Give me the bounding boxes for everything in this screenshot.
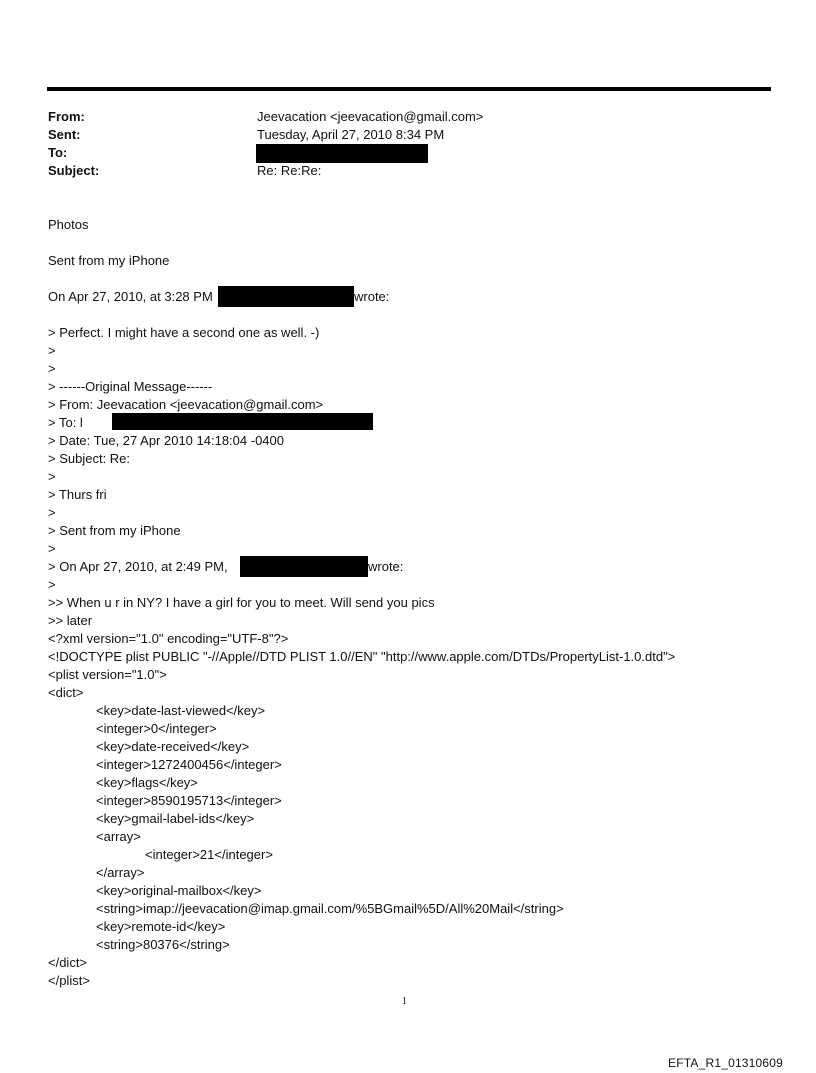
quote-line: > Date: Tue, 27 Apr 2010 14:18:04 -0400 [48,433,284,448]
page-number: 1 [402,996,407,1007]
quote-line: > [48,541,56,556]
xml-line: <key>date-last-viewed</key> [96,703,266,718]
xml-line: <?xml version="1.0" encoding="UTF-8"?> [48,631,289,646]
quote-line: > To: l [48,415,83,430]
from-label: From: [48,109,85,124]
sent-label: Sent: [48,127,81,142]
quote-to-redaction [112,413,373,430]
xml-line: <key>original-mailbox</key> [96,883,262,898]
xml-line: <integer>8590195713</integer> [96,793,282,808]
to-label: To: [48,145,68,160]
reply-sender-redaction [218,286,354,307]
sent-value: Tuesday, April 27, 2010 8:34 PM [257,127,445,142]
xml-line: <string>80376</string> [96,937,230,952]
quote-line: > On Apr 27, 2010, at 2:49 PM, [48,559,228,574]
quote-line: > Thurs fri [48,487,107,502]
xml-line: </dict> [48,955,88,970]
header-rule [47,87,771,91]
from-value: Jeevacation <jeevacation@gmail.com> [257,109,484,124]
subject-label: Subject: [48,163,100,178]
quote-line: > ------Original Message------ [48,379,213,394]
xml-line: <plist version="1.0"> [48,667,167,682]
quote-line: >> When u r in NY? I have a girl for you to meet. Will send you pics [48,595,435,610]
subject-value: Re: Re:Re: [257,163,322,178]
quote-line: > [48,469,56,484]
xml-line: </array> [96,865,145,880]
xml-line: <key>date-received</key> [96,739,250,754]
bates-number: EFTA_R1_01310609 [668,1056,784,1070]
xml-line: <key>flags</key> [96,775,198,790]
quote-line: > Perfect. I might have a second one as well. -) [48,325,320,340]
xml-line: <dict> [48,685,84,700]
quote-line: > [48,505,56,520]
quote-line: wrote: [368,559,404,574]
reply-header-prefix: On Apr 27, 2010, at 3:28 PM [48,289,213,304]
quote-sender-redaction [240,556,368,577]
quote-line: > Sent from my iPhone [48,523,181,538]
quote-line: > [48,361,56,376]
quote-line: > [48,343,56,358]
quote-line: >> later [48,613,93,628]
xml-line: </plist> [48,973,90,988]
xml-line: <string>imap://jeevacation@imap.gmail.com/%5BGmail%5D/All%20Mail</string> [96,901,564,916]
quote-line: > Subject: Re: [48,451,131,466]
xml-line: <key>gmail-label-ids</key> [96,811,255,826]
xml-line: <integer>21</integer> [145,847,273,862]
xml-line: <key>remote-id</key> [96,919,226,934]
reply-header-suffix: wrote: [354,289,390,304]
to-redaction [256,144,428,163]
quote-line: > From: Jeevacation <jeevacation@gmail.com> [48,397,324,412]
xml-line: <integer>1272400456</integer> [96,757,282,772]
xml-line: <array> [96,829,141,844]
quote-line: > [48,577,56,592]
xml-line: <integer>0</integer> [96,721,217,736]
xml-line: <!DOCTYPE plist PUBLIC "-//Apple//DTD PLIST 1.0//EN" "http://www.apple.com/DTDs/PropertyList-1.0.dtd"> [48,649,676,664]
body-sent-iphone: Sent from my iPhone [48,253,170,268]
body-photos: Photos [48,217,89,232]
